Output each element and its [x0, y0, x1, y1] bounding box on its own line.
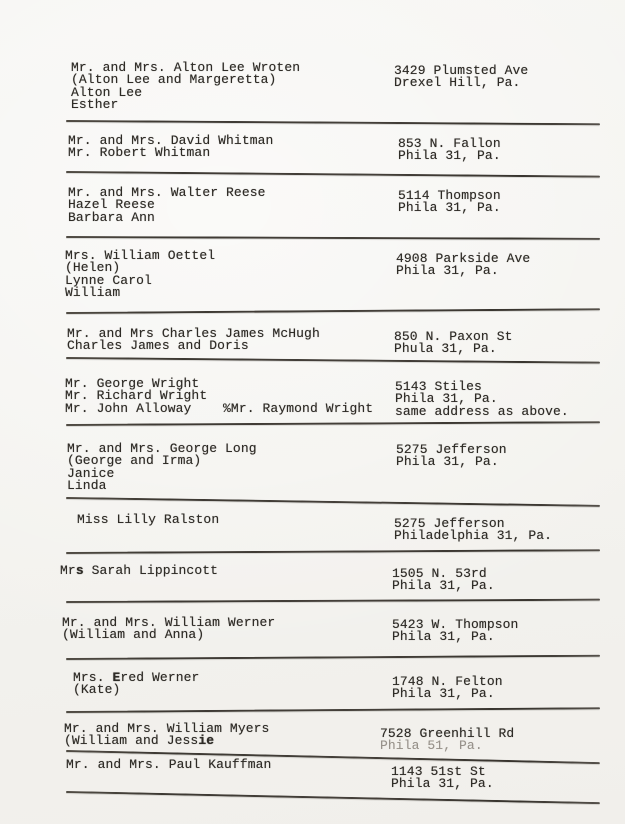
- divider-line: [66, 549, 600, 554]
- entry-address-line: 5275 Jefferson: [396, 442, 507, 457]
- entry-name-line: Mr. Richard Wright: [65, 388, 208, 404]
- name-column: [71, 62, 300, 111]
- name-column: [60, 565, 218, 577]
- text-segment: Mrs.: [73, 670, 113, 685]
- entry-name-line: (Kate): [73, 682, 121, 698]
- name-column: [68, 135, 273, 160]
- address-column: [398, 138, 501, 163]
- divider-line: [66, 599, 600, 603]
- name-column: [65, 250, 215, 299]
- entry-address-line: Philadelphia 31, Pa.: [394, 528, 553, 544]
- entry-address-line: 5423 W. Thompson: [392, 617, 519, 632]
- text-segment: E: [112, 670, 121, 685]
- entry-name-line: Lynne Carol: [65, 272, 152, 288]
- entry-name-line: Mr. and Mrs. Walter Reese: [68, 185, 266, 200]
- entry-name-line: (Helen): [65, 260, 121, 276]
- text-segment: ie: [198, 733, 215, 749]
- address-column: [394, 65, 528, 90]
- entry-name-line: Mr. John Alloway %Mr. Raymond Wright: [65, 400, 374, 416]
- divider-line: [66, 655, 600, 660]
- entry-name-line: Mr. and Mrs. William Werner: [62, 615, 276, 630]
- entry-address-line: 1505 N. 53rd: [392, 566, 487, 581]
- entry-address-line: Phila 31, Pa.: [396, 454, 499, 470]
- address-column: [380, 728, 514, 753]
- entry-address-line: Phila 31, Pa.: [395, 391, 498, 407]
- name-column: [67, 328, 320, 353]
- entry-name-line: Alton Lee: [71, 84, 143, 100]
- address-column: [396, 253, 530, 278]
- entry-name-line: Hazel Reese: [68, 197, 155, 213]
- address-column: [392, 568, 495, 593]
- divider-line: [66, 171, 600, 178]
- entry-name-line: Mr. and Mrs. Alton Lee Wroten: [71, 60, 301, 75]
- entry-address-line: Phila 31, Pa.: [392, 578, 495, 594]
- name-column: [77, 514, 219, 526]
- divider-line: [66, 308, 600, 314]
- entry-name-line: Miss Lilly Ralston: [77, 512, 220, 527]
- divider-line: [66, 236, 600, 240]
- address-column: [395, 381, 569, 418]
- entry-name-line: Esther: [71, 96, 119, 112]
- entry-address-line: Phila 31, Pa.: [398, 200, 501, 216]
- entry-name-line: Mr. and Mrs. Paul Kauffman: [66, 757, 272, 772]
- name-column: [73, 672, 199, 697]
- entry-address-line: same address as above.: [395, 403, 569, 419]
- divider-line: [66, 357, 600, 364]
- entry-address-line: Phila 51, Pa.: [380, 738, 483, 754]
- entry-address-line: Phila 31, Pa.: [391, 776, 494, 792]
- entry-name-line: Mrs. William Oettel: [65, 248, 216, 263]
- entry-name-line: Mr. George Wright: [65, 376, 200, 391]
- entry-address-line: 5114 Thompson: [398, 188, 501, 203]
- divider-line: [66, 421, 600, 426]
- address-column: [394, 331, 513, 356]
- entry-address-line: 4908 Parkside Ave: [396, 251, 531, 266]
- entry-address-line: Phila 31, Pa.: [392, 629, 495, 645]
- address-column: [391, 766, 494, 791]
- entry-address-line: 1143 51st St: [391, 764, 486, 779]
- entry-name-line: [64, 735, 269, 747]
- entry-name-line: Linda: [67, 477, 107, 493]
- name-column: [65, 378, 373, 415]
- divider-line: [66, 120, 600, 125]
- entry-address-line: Phula 31, Pa.: [394, 341, 497, 357]
- text-segment: Sarah Lippincott: [83, 563, 219, 578]
- entry-address-line: 5143 Stiles: [395, 379, 482, 394]
- entry-name-line: Janice: [67, 465, 115, 481]
- divider-line: [66, 497, 600, 507]
- entry-name-line: (George and Irma): [67, 453, 202, 469]
- entry-address-line: Phila 31, Pa.: [396, 263, 499, 279]
- entry-name-line: (William and Anna): [62, 627, 205, 643]
- entry-address-line: Phila 31, Pa.: [398, 148, 501, 164]
- divider-line: [66, 707, 600, 713]
- name-column: [67, 443, 257, 492]
- entry-name-line: Barbara Ann: [68, 209, 155, 225]
- entry-name-line: [60, 565, 218, 577]
- entry-address-line: 853 N. Fallon: [398, 136, 501, 151]
- name-column: [68, 187, 266, 224]
- entry-name-line: Mr. and Mrs. George Long: [67, 441, 257, 456]
- name-column: [66, 759, 271, 771]
- entry-name-line: (Alton Lee and Margeretta): [71, 72, 277, 88]
- entry-address-line: 5275 Jefferson: [394, 516, 505, 531]
- address-column: [398, 190, 501, 215]
- text-segment: red Werner: [120, 670, 200, 685]
- entry-address-line: 3429 Plumsted Ave: [394, 63, 529, 78]
- text-segment: (William and Jess: [64, 733, 199, 749]
- text-segment: s: [75, 563, 84, 578]
- entry-name-line: Mr. and Mrs. William Myers: [64, 721, 270, 736]
- name-column: [62, 617, 275, 642]
- name-column: [64, 723, 269, 748]
- entry-name-line: Charles James and Doris: [67, 338, 249, 354]
- text-segment: Mr: [60, 563, 76, 578]
- entry-name-line: Mr. and Mrs Charles James McHugh: [67, 326, 320, 341]
- address-column: [392, 619, 518, 644]
- address-column: [396, 444, 507, 469]
- address-column: [392, 676, 503, 701]
- divider-line: [66, 791, 600, 804]
- entry-name-line: William: [65, 284, 121, 300]
- entry-address-line: 1748 N. Felton: [392, 674, 503, 689]
- entry-address-line: Phila 31, Pa.: [392, 686, 495, 702]
- entry-address-line: Drexel Hill, Pa.: [394, 75, 521, 91]
- entry-name-line: Mr. and Mrs. David Whitman: [68, 133, 274, 148]
- entry-name-line: Mr. Robert Whitman: [68, 145, 211, 161]
- entry-address-line: 7528 Greenhill Rd: [380, 726, 515, 741]
- address-column: [394, 518, 552, 543]
- entry-address-line: 850 N. Paxon St: [394, 329, 513, 344]
